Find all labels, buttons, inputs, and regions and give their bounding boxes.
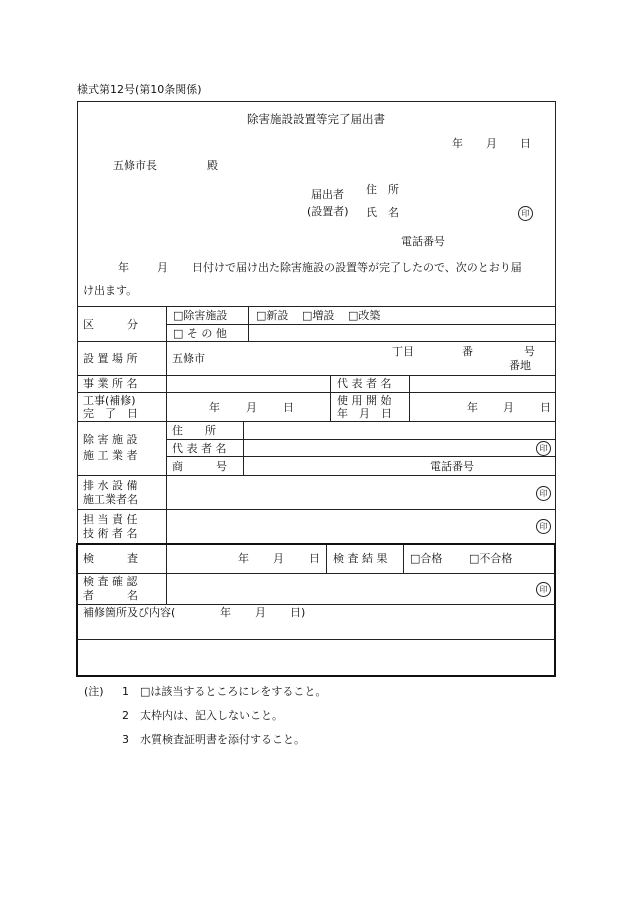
- option-new-checkbox[interactable]: □新設: [256, 309, 289, 322]
- date-day: 日: [520, 137, 531, 150]
- inspection-frame-bottom: [76, 675, 556, 677]
- location-city: 五條市: [172, 352, 205, 365]
- location-banchi: 番地: [509, 359, 531, 372]
- contractor-seal-icon: 印: [536, 441, 551, 456]
- location-label: 設 置 場 所: [83, 352, 138, 365]
- option-jogai-checkbox[interactable]: □除害施設: [173, 309, 228, 322]
- engineer-label: 担 当 責 任: [83, 513, 138, 526]
- form-number: 様式第12号(第10条関係): [77, 83, 202, 96]
- location-chome: 丁目: [392, 345, 414, 358]
- date-month: 月: [486, 137, 497, 150]
- note-2-number: 2: [122, 709, 129, 722]
- body-line1: 日付けで届け出た除害施設の設置等が完了したので、次のとおり届: [192, 261, 522, 274]
- repair-year: 年: [220, 606, 231, 619]
- applicant-address-label: 住 所: [366, 183, 399, 196]
- engineer-seal-icon: 印: [536, 519, 551, 534]
- contractor-rep-label: 代 表 者 名: [172, 442, 227, 455]
- applicant-label: 届出者: [311, 188, 344, 201]
- repair-month: 月: [255, 606, 266, 619]
- body-year: 年: [118, 261, 129, 274]
- note-3-number: 3: [122, 733, 129, 746]
- use-day: 日: [540, 401, 551, 414]
- inspector-label-sub: 者 名: [83, 589, 138, 602]
- inspection-month: 月: [273, 552, 284, 565]
- inspector-seal-icon: 印: [536, 582, 551, 597]
- inspection-frame-left: [76, 543, 78, 676]
- note-2: 太枠内は、記入しないこと。: [140, 709, 283, 722]
- repair-label: 補修箇所及び内容(: [83, 606, 176, 619]
- work-completion-label: 工事(補修): [83, 394, 136, 407]
- work-month: 月: [246, 401, 257, 414]
- inspection-frame-top: [76, 543, 556, 545]
- applicant-label-sub: (設置者): [307, 205, 349, 218]
- kubun-label: 区 分: [83, 318, 138, 331]
- note-1: □は該当するところにレをすること。: [140, 685, 327, 698]
- honorific: 殿: [207, 159, 218, 172]
- contractor-label-sub: 施 工 業 者: [83, 449, 138, 462]
- inspection-label: 検 査: [83, 552, 138, 565]
- use-month: 月: [503, 401, 514, 414]
- applicant-name-label: 氏 名: [366, 206, 399, 219]
- representative-label: 代 表 者 名: [337, 377, 392, 390]
- option-add-checkbox[interactable]: □増設: [302, 309, 335, 322]
- contractor-trade-label: 商 号: [172, 460, 227, 473]
- inspection-day: 日: [309, 552, 320, 565]
- drain-contractor-label: 排 水 設 備: [83, 479, 138, 492]
- body-month: 月: [157, 261, 168, 274]
- location-ban: 番: [462, 345, 473, 358]
- option-other-checkbox[interactable]: □ そ の 他: [173, 327, 227, 340]
- engineer-label-sub: 技 術 者 名: [83, 527, 138, 540]
- contractor-phone-label: 電話番号: [430, 460, 474, 473]
- use-start-label-sub: 年 月 日: [337, 407, 392, 420]
- office-name-label: 事 業 所 名: [83, 377, 138, 390]
- inspection-frame-right: [554, 543, 556, 676]
- use-start-label: 使 用 開 始: [337, 394, 392, 407]
- work-day: 日: [283, 401, 294, 414]
- inspection-year: 年: [238, 552, 249, 565]
- contractor-address-label: 住 所: [172, 424, 216, 437]
- applicant-seal-icon: 印: [518, 206, 533, 221]
- applicant-phone-label: 電話番号: [401, 235, 445, 248]
- contractor-label: 除 害 施 設: [83, 433, 138, 446]
- use-year: 年: [467, 401, 478, 414]
- pass-checkbox[interactable]: □合格: [410, 552, 443, 565]
- note-1-number: 1: [122, 685, 129, 698]
- note-3: 水質検査証明書を添付すること。: [140, 733, 305, 746]
- drain-contractor-label-sub: 施工業者名: [83, 493, 138, 506]
- location-go: 号: [524, 345, 535, 358]
- form-title: 除害施設設置等完了届出書: [247, 112, 385, 126]
- repair-day: 日): [290, 606, 306, 619]
- table-top-line: [77, 306, 555, 307]
- addressee: 五條市長: [113, 159, 157, 172]
- option-mod-checkbox[interactable]: □改築: [348, 309, 381, 322]
- inspector-label: 検 査 確 認: [83, 575, 138, 588]
- drain-seal-icon: 印: [536, 486, 551, 501]
- date-year: 年: [452, 137, 463, 150]
- fail-checkbox[interactable]: □不合格: [469, 552, 513, 565]
- notes-prefix: (注): [84, 685, 104, 698]
- body-line2: け出ます。: [83, 284, 138, 297]
- inspection-result-label: 検 査 結 果: [333, 552, 388, 565]
- work-completion-label-sub: 完 了 日: [83, 407, 138, 420]
- frame-top: [77, 101, 555, 102]
- work-year: 年: [209, 401, 220, 414]
